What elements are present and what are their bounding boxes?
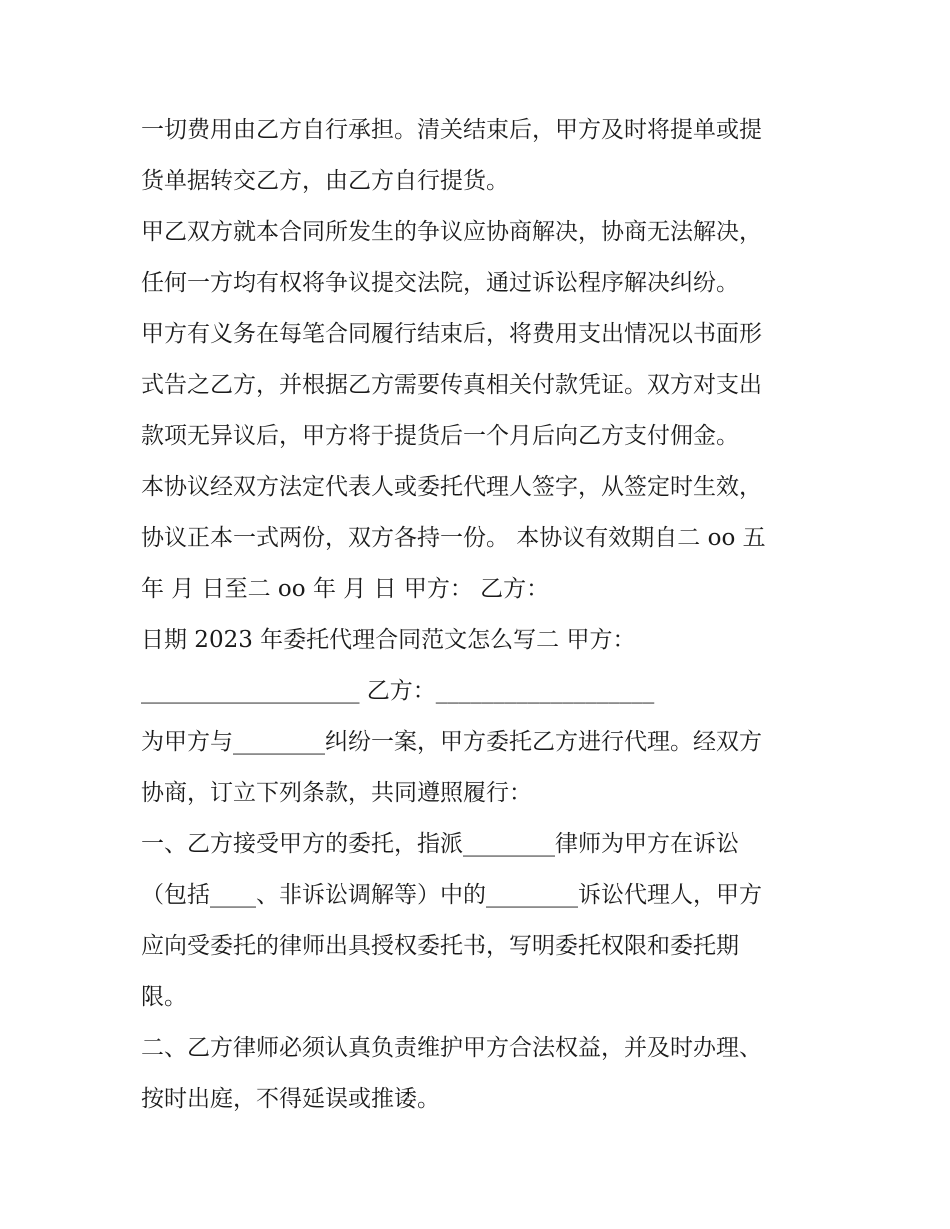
- text-line: 任何一方均有权将争议提交法院，通过诉讼程序解决纠纷。: [141, 270, 739, 296]
- text-line: 式告之乙方，并根据乙方需要传真相关付款凭证。双方对支出: [141, 372, 762, 398]
- text-line: 协商，订立下列条款，共同遵照履行：: [141, 780, 532, 806]
- text-line: 协议正本一式两份，双方各持一份。 本协议有效期自二 oo 五: [141, 525, 766, 551]
- text-line: 甲方有义务在每笔合同履行结束后，将费用支出情况以书面形: [141, 321, 762, 347]
- text-line: 年 月 日至二 oo 年 月 日 甲方： 乙方：: [141, 576, 550, 602]
- text-line: （包括____、非诉讼调解等）中的________诉讼代理人，甲方: [141, 882, 762, 908]
- text-line: 甲乙双方就本合同所发生的争议应协商解决，协商无法解决，: [141, 219, 762, 245]
- text-line: 货单据转交乙方，由乙方自行提货。: [141, 168, 509, 194]
- text-line: 款项无异议后，甲方将于提货后一个月后向乙方支付佣金。: [141, 423, 739, 449]
- text-line: 一切费用由乙方自行承担。清关结束后，甲方及时将提单或提: [141, 117, 762, 143]
- signature-blank-line: ___________________ 乙方：___________________: [141, 678, 655, 704]
- text-line: 应向受委托的律师出具授权委托书，写明委托权限和委托期: [141, 933, 739, 959]
- text-line: 二、乙方律师必须认真负责维护甲方合法权益，并及时办理、: [141, 1035, 762, 1061]
- text-line: 按时出庭，不得延误或推诿。: [141, 1086, 440, 1112]
- text-line: 为甲方与________纠纷一案，甲方委托乙方进行代理。经双方: [141, 729, 762, 755]
- text-line: 一、乙方接受甲方的委托，指派________律师为甲方在诉讼: [141, 831, 739, 857]
- text-line: 限。: [141, 984, 187, 1010]
- document-body: [141, 105, 821, 1125]
- text-line: 日期 2023 年委托代理合同范文怎么写二 甲方：: [141, 627, 636, 653]
- text-line: 本协议经双方法定代表人或委托代理人签字，从签定时生效，: [141, 474, 762, 500]
